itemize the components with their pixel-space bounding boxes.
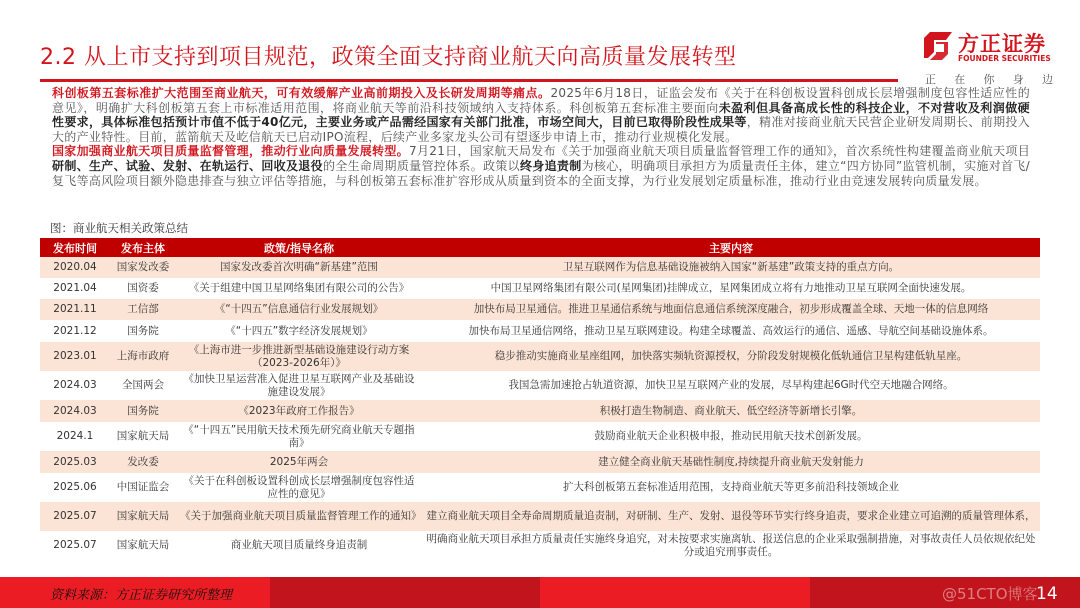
- watermark: @51CTO博客: [942, 585, 1038, 603]
- cell-issuer: 国家发改委: [110, 257, 176, 278]
- highlight-heading: 科创板第五套标准扩大范围至商业航天，可有效缓解产业高前期投入及长研发周期等痛点。: [52, 86, 551, 100]
- cell-content: 卫星互联网作为信息基础设施被纳入国家“新基建”政策支持的重点方向。: [422, 257, 1040, 278]
- table-row: [40, 342, 1040, 371]
- cell-policy: 国家发改委首次明确“新基建”范围: [176, 257, 422, 278]
- slogan-char: 正: [925, 73, 936, 86]
- cell-policy: 《关于加强商业航天项目质量监督管理工作的通知》: [176, 502, 422, 531]
- slogan-char: 身: [1012, 73, 1024, 86]
- policy-table: [40, 238, 1040, 560]
- text: 的全生命周期质量管控体系。政策以: [322, 158, 520, 173]
- cell-issuer: 国家航天局: [116, 430, 170, 442]
- table-row: [40, 257, 1040, 278]
- cell-date: 2021.04: [53, 282, 97, 294]
- page-title: 2.2 从上市支持到项目规范，政策全面支持商业航天向高质量发展转型: [40, 45, 737, 70]
- cell-content: 建立健全商业航天基础性制度,持续提升商业航天发射能力: [422, 451, 1040, 473]
- table-row: [40, 278, 1040, 299]
- cell-content: 加快布局卫星通信。推进卫星通信系统与地面信息通信系统深度融合，初步形成覆盖全球、天地一体的信息网络: [422, 299, 1040, 320]
- column-header-date: 发布时间: [40, 238, 110, 257]
- slogan-char: 在: [954, 73, 966, 86]
- column-header-policy: 政策/指导名称: [176, 238, 422, 257]
- cell-issuer: 发改委: [110, 451, 176, 473]
- cell-policy: 《关于在科创板设置科创成长层增强制度包容性适应性的意见》: [183, 474, 415, 500]
- cell-content: 中国卫星网络集团有限公司(星网集团)挂牌成立，星网集团成立将有力地推动卫星互联网全面快速发展。: [490, 282, 972, 294]
- table-row: [40, 531, 1040, 560]
- cell-date: 2020.04: [40, 257, 110, 278]
- cell-policy: 《加快卫星运营准入促进卫星互联网产业及基础设施建设发展》: [183, 372, 415, 398]
- cell-date: 2024.03: [40, 400, 110, 422]
- table-row: [40, 400, 1040, 422]
- table-row: [40, 422, 1040, 451]
- cell-policy: 《关于组建中国卫星网络集团有限公司的公告》: [188, 282, 410, 294]
- text: ，精准对接商业航天民营企业研发周期长、前期投入大的产业特性。目前，蓝箭航天及屹信航天已启动IPO流程，后续产业多家龙头公司有望逐步申请上市，推动行业规模化发展。: [52, 115, 1030, 144]
- cell-issuer: 国家航天局: [116, 539, 170, 551]
- cell-issuer: 上海市政府: [110, 342, 176, 371]
- table-row: [40, 502, 1040, 531]
- cell-policy: 《“十四五”信息通信行业发展规划》: [176, 299, 422, 320]
- cell-content: 扩大科创板第五套标准适用范围，支持商业航天等更多前沿科技领域企业: [563, 481, 899, 493]
- text: 7月21日，国家航天局发布《关于加强商业航天项目质量监督管理工作的通知》，首次系统性构建覆盖商业航天项目: [409, 144, 1031, 159]
- cell-issuer: 国家航天局: [110, 502, 176, 531]
- text: 2025年6月18日，证监会发布《关于在科创板设置科创成长层增强制度包容性适应性的意见》，明确扩大科创板第五套上市标准适用范围，将商业航天等前沿科技领域纳入支持体系。科创板第五套标准主要面向: [52, 86, 1030, 115]
- table-row: [40, 320, 1040, 342]
- logo-name-en: FOUNDER SECURITIES: [958, 54, 1051, 63]
- cell-date: 2025.07: [40, 502, 110, 531]
- cell-date: 2025.07: [53, 539, 97, 551]
- highlight-heading: 国家加强商业航天项目质量监督管理，推动行业向质量发展转型。: [52, 144, 409, 159]
- text: 为核心，明确项目承担方为质量责任主体，建立“四方协同”监管机制，实施对首飞/复飞等高风险项目额外隐患排查与独立评估等措施，与科创板第五套标准扩容形成从质量到资本的全面支撑，为行业发展划定质量标准，推动行业由竞速发展转向质量发展。: [52, 158, 1030, 188]
- cell-issuer: 中国证监会: [116, 481, 170, 493]
- bold-text: 研制、生产、试验、发射、在轨运行、回收及退役: [52, 158, 323, 173]
- cell-issuer: 国务院: [127, 324, 159, 337]
- logo-name-cn: 方正证券: [958, 32, 1046, 56]
- body-text: [52, 86, 1030, 188]
- cell-date: 2021.12: [53, 324, 97, 337]
- table-header-row: [40, 238, 1040, 257]
- bold-text: 未盈利但具备高成长性的科技企业，不对营收及利润做硬性要求，具体标准包括预计市值不低于40亿元，主要业务或产品需经国家有关部门批准，市场空间大，目前已取得阶段性成果等: [52, 100, 1030, 130]
- cell-content: 稳步推动实施商业星座组网，加快落实频轨资源授权，分阶段发射规模化低轨通信卫星构建低轨星座。: [422, 342, 1040, 371]
- cell-content: 建立商业航天项目全寿命周期质量追责制，对研制、生产、发射、退役等环节实行终身追责，要求企业建立可追溯的质量管理体系，: [422, 502, 1040, 531]
- table-caption: 图：商业航天相关政策总结: [50, 221, 188, 235]
- cell-policy: 《2023年政府工作报告》: [176, 400, 422, 422]
- cell-date: 2025.06: [53, 481, 97, 493]
- cell-policy: 《上海市进一步推进新型基础设施建设行动方案（2023-2026年）》: [176, 342, 422, 371]
- slogan: [925, 71, 1053, 87]
- slogan-char: 边: [1042, 73, 1053, 86]
- table-row: [40, 371, 1040, 400]
- cell-issuer: 全国两会: [122, 379, 164, 391]
- source-note: 资料来源：方正证券研究所整理: [50, 588, 233, 603]
- column-header-issuer: 发布主体: [110, 238, 176, 257]
- logo-mark-icon: [922, 30, 954, 62]
- cell-issuer: 国务院: [110, 400, 176, 422]
- cell-content: 鼓励商业航天企业积极申报，推动民用航天技术创新发展。: [594, 430, 868, 442]
- cell-date: 2023.01: [40, 342, 110, 371]
- cell-policy: 商业航天项目质量终身追责制: [230, 539, 368, 551]
- paragraph: [52, 86, 1030, 144]
- cell-issuer: 国资委: [127, 282, 159, 294]
- cell-date: 2025.03: [40, 451, 110, 473]
- slogan-char: 你: [983, 73, 995, 86]
- cell-date: 2024.03: [53, 379, 97, 391]
- cell-policy: 《“十四五”数字经济发展规划》: [225, 324, 373, 337]
- column-header-content: 主要内容: [422, 238, 1040, 257]
- cell-content: 明确商业航天项目承担方质量责任实施终身追究，对未按要求实施离轨、报送信息的企业采取强制措施，对事故责任人员依规依纪处分或追究刑事责任。: [426, 532, 1036, 558]
- title-divider: [40, 79, 898, 82]
- cell-policy: 《“十四五”民用航天技术预先研究商业航天专题指南》: [183, 423, 415, 449]
- cell-date: 2021.11: [40, 299, 110, 320]
- paragraph: [52, 144, 1030, 188]
- table-row: [40, 451, 1040, 473]
- page-number: 14: [1036, 584, 1058, 604]
- cell-issuer: 工信部: [110, 299, 176, 320]
- cell-content: 加快布局卫星通信网络，推动卫星互联网建设。构建全球覆盖、高效运行的通信、遥感、导航空间基础设施体系。: [468, 324, 994, 337]
- cell-date: 2024.1: [56, 430, 94, 442]
- table-row: [40, 299, 1040, 320]
- cell-content: 我国急需加速抢占轨道资源，加快卫星互联网产业的发展，尽早构建起6G时代空天地融合网络。: [508, 379, 954, 391]
- cell-content: 积极打造生物制造、商业航天、低空经济等新增长引擎。: [422, 400, 1040, 422]
- cell-policy: 2025年两会: [176, 451, 422, 473]
- bold-text: 终身追责制: [519, 158, 582, 173]
- table-row: [40, 473, 1040, 502]
